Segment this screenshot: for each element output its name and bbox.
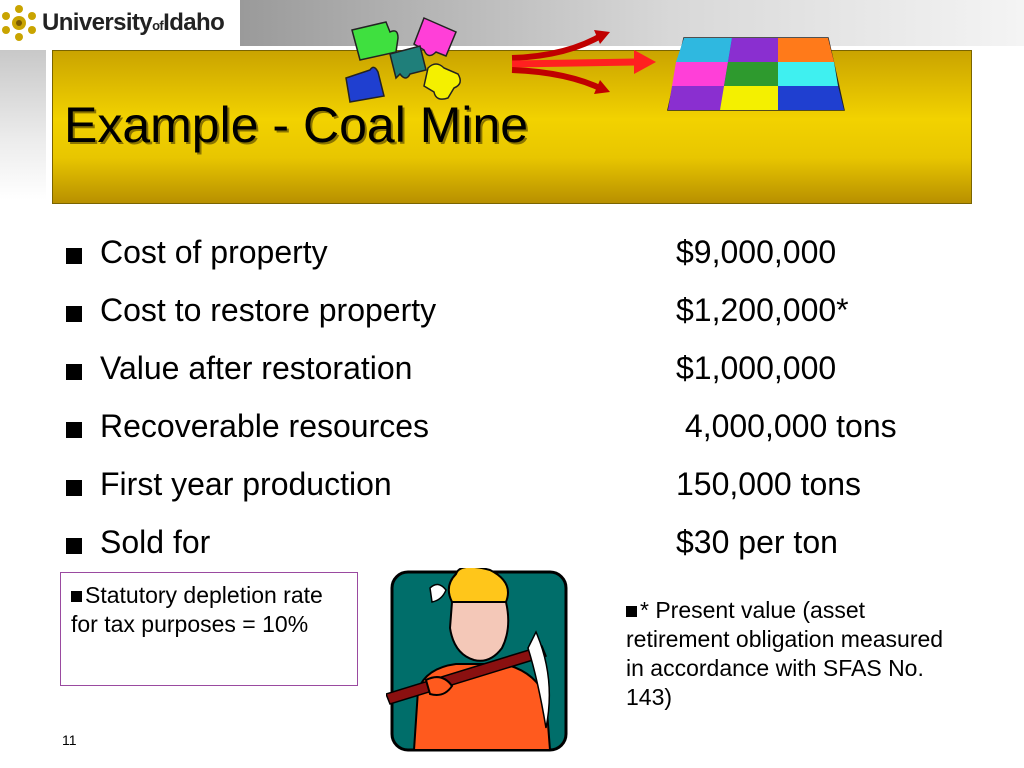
bullet-square-icon — [66, 364, 82, 380]
logo-word-idaho: Idaho — [163, 9, 225, 36]
item-label: Sold for — [100, 524, 211, 560]
side-gradient-band — [0, 50, 46, 200]
logo-word-of: of — [152, 18, 164, 33]
bullet-square-icon — [66, 306, 82, 322]
list-item — [62, 460, 1002, 518]
bullet-square-icon — [71, 591, 82, 602]
list-item — [62, 344, 1002, 402]
transform-arrows-icon — [508, 30, 658, 94]
bullet-square-icon — [66, 538, 82, 554]
item-label: Value after restoration — [100, 350, 413, 386]
bullet-square-icon — [66, 422, 82, 438]
item-value: $9,000,000 — [676, 234, 837, 270]
scattered-puzzle-pieces-icon — [340, 12, 500, 104]
item-label: Recoverable resources — [100, 408, 430, 444]
footnote-box — [626, 596, 956, 712]
completed-puzzle-icon — [666, 36, 846, 112]
footnote-text: * Present value (asset retirement obligation measured in accordance with SFAS No. 143) — [626, 597, 944, 710]
university-seal-icon — [0, 3, 38, 43]
coal-miner-icon — [386, 568, 572, 754]
item-value: 150,000 tons — [676, 466, 862, 502]
statutory-text: Statutory depletion rate for tax purposes = 10% — [71, 582, 323, 637]
item-label: Cost of property — [100, 234, 328, 270]
item-value: $1,000,000 — [676, 350, 837, 386]
item-value: $30 per ton — [676, 524, 838, 560]
statutory-depletion-box — [60, 572, 358, 686]
item-value: 4,000,000 tons — [676, 408, 897, 444]
bullet-square-icon — [66, 248, 82, 264]
cost-list — [62, 228, 1002, 576]
university-logo — [0, 0, 236, 46]
item-value: $1,200,000* — [676, 292, 849, 328]
list-item — [62, 402, 1002, 460]
logo-word-university: University — [42, 9, 153, 36]
bullet-square-icon — [66, 480, 82, 496]
item-label: Cost to restore property — [100, 292, 437, 328]
list-item — [62, 286, 1002, 344]
list-item — [62, 228, 1002, 286]
logo-text — [42, 9, 224, 37]
item-label: First year production — [100, 466, 392, 502]
bullet-square-icon — [626, 606, 637, 617]
slide-title: Example - Coal Mine — [64, 97, 529, 153]
page-number: 11 — [62, 732, 77, 748]
